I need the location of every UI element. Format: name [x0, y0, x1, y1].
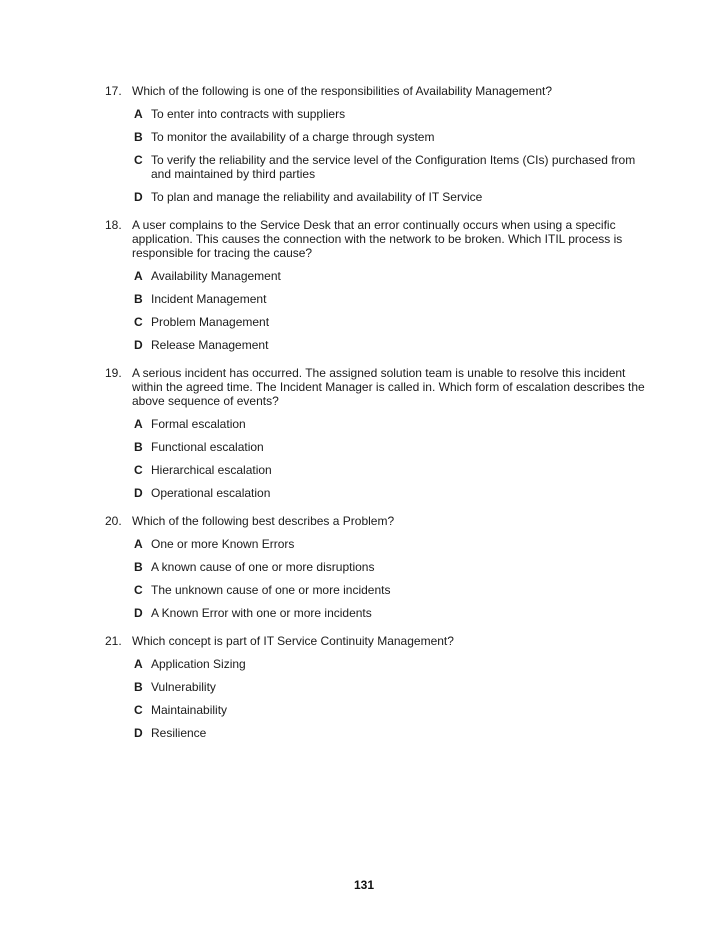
option-row	[132, 583, 650, 597]
option-row	[132, 486, 650, 500]
option-text: Vulnerability	[151, 680, 216, 694]
question-number: 20.	[105, 514, 122, 528]
option-text: Operational escalation	[151, 486, 271, 500]
option-text: Resilience	[151, 726, 207, 740]
page-number: 131	[353, 878, 375, 892]
option-text: Release Management	[151, 338, 269, 352]
option-row	[132, 130, 650, 144]
option-text: To plan and manage the reliability and availability of IT Service	[151, 190, 483, 204]
option-text: A Known Error with one or more incidents	[151, 606, 372, 620]
option-letter: B	[134, 440, 143, 454]
question-block	[105, 218, 650, 352]
option-text: To enter into contracts with suppliers	[151, 107, 346, 121]
option-letter: D	[134, 486, 143, 500]
option-row	[132, 338, 650, 352]
question-body	[132, 366, 650, 500]
option-row	[132, 190, 650, 204]
option-letter: C	[134, 315, 143, 329]
option-letter: B	[134, 560, 143, 574]
option-letter: B	[134, 130, 143, 144]
question-block	[105, 366, 650, 500]
option-row	[132, 463, 650, 477]
option-text: Formal escalation	[151, 417, 246, 431]
option-text: The unknown cause of one or more incidents	[151, 583, 391, 597]
option-letter: A	[134, 657, 143, 671]
option-row	[132, 107, 650, 121]
option-row	[132, 537, 650, 551]
option-row	[132, 269, 650, 283]
option-row	[132, 703, 650, 717]
option-text: One or more Known Errors	[151, 537, 295, 551]
option-letter: A	[134, 269, 143, 283]
option-text: Application Sizing	[151, 657, 246, 671]
question-text: A serious incident has occurred. The assigned solution team is unable to resolve this incident within the agreed time. The Incident Manager is called in. Which form of escalation describes the above sequence of events?	[132, 366, 645, 408]
option-text: A known cause of one or more disruptions	[151, 560, 375, 574]
question-list	[105, 84, 650, 754]
option-letter: C	[134, 153, 143, 167]
question-block	[105, 84, 650, 204]
option-letter: A	[134, 417, 143, 431]
option-letter: C	[134, 703, 143, 717]
question-block	[105, 514, 650, 620]
option-letter: B	[134, 292, 143, 306]
question-number: 19.	[105, 366, 122, 380]
option-letter: C	[134, 583, 143, 597]
option-letter: D	[134, 190, 143, 204]
question-block	[105, 634, 650, 740]
question-text: A user complains to the Service Desk that an error continually occurs when using a specific application. This causes the connection with the network to be broken. Which ITIL process is responsible for tracing the cause?	[132, 218, 623, 260]
question-body	[132, 218, 650, 352]
option-text: To monitor the availability of a charge through system	[151, 130, 435, 144]
option-row	[132, 417, 650, 431]
option-letter: A	[134, 107, 143, 121]
option-row	[132, 726, 650, 740]
option-row	[132, 657, 650, 671]
question-number: 18.	[105, 218, 122, 232]
option-letter: D	[134, 338, 143, 352]
option-row	[132, 680, 650, 694]
option-row	[132, 560, 650, 574]
question-body	[132, 634, 650, 740]
option-text: Problem Management	[151, 315, 270, 329]
option-row	[132, 292, 650, 306]
question-number: 17.	[105, 84, 122, 98]
option-row	[132, 153, 650, 181]
option-text: Hierarchical escalation	[151, 463, 272, 477]
option-row	[132, 606, 650, 620]
option-text: Functional escalation	[151, 440, 264, 454]
option-text: Availability Management	[151, 269, 281, 283]
option-text: Maintainability	[151, 703, 228, 717]
option-text: Incident Management	[151, 292, 267, 306]
question-text: Which of the following best describes a Problem?	[132, 514, 395, 528]
question-text: Which concept is part of IT Service Continuity Management?	[132, 634, 454, 648]
option-letter: A	[134, 537, 143, 551]
option-text: To verify the reliability and the service level of the Configuration Items (CIs) purchased from and maintained by third parties	[151, 153, 636, 181]
question-body	[132, 84, 650, 204]
option-row	[132, 440, 650, 454]
option-letter: B	[134, 680, 143, 694]
question-number: 21.	[105, 634, 122, 648]
question-body	[132, 514, 650, 620]
question-text: Which of the following is one of the responsibilities of Availability Management?	[132, 84, 553, 98]
option-letter: D	[134, 606, 143, 620]
option-row	[132, 315, 650, 329]
option-letter: C	[134, 463, 143, 477]
option-letter: D	[134, 726, 143, 740]
